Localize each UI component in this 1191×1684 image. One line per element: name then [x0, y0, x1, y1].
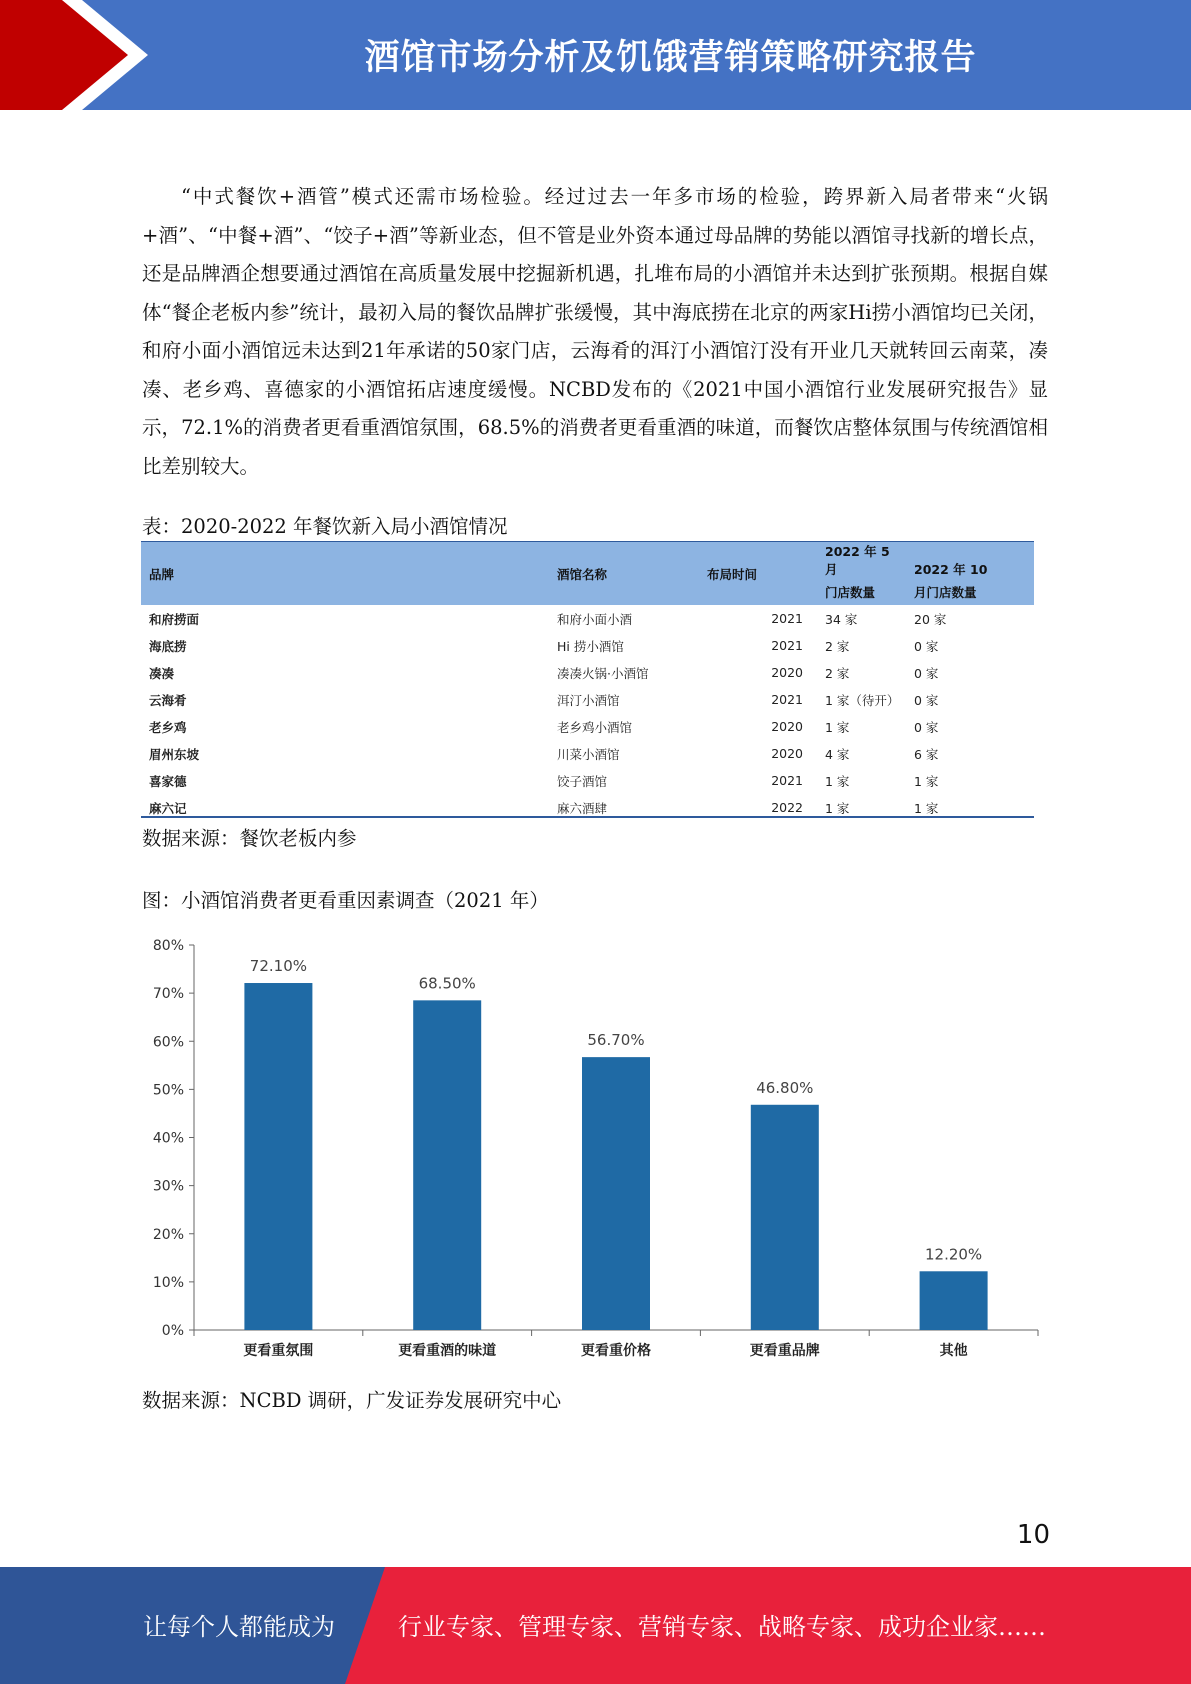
cell-brand: 眉州东坡	[149, 746, 200, 762]
y-tick-label: 30%	[152, 1178, 184, 1195]
cell-oct-count: 6 家	[914, 746, 939, 762]
page-header	[0, 0, 1191, 110]
cell-layout-year: 2021	[771, 638, 803, 653]
cell-oct-count: 1 家	[914, 773, 939, 789]
cell-may-count: 2 家	[825, 665, 850, 681]
chart-bar	[920, 1271, 988, 1330]
cell-oct-count: 0 家	[914, 665, 939, 681]
y-tick-label: 20%	[152, 1226, 184, 1243]
table-source: 数据来源：餐饮老板内参	[142, 827, 357, 850]
body-paragraph: “中式餐饮+酒管”模式还需市场检验。经过过去一年多市场的检验，跨界新入局者带来“火锅+酒”、“中餐+酒”、“饺子+酒”等新业态，但不管是业外资本通过母品牌的势能以酒馆寻找新的增长点，还是品牌酒企想要通过酒馆在高质量发展中挖掘新机遇，扎堆布局的小酒馆并未达到扩张预期。根据自媒体“餐企老板内参”统计，最初入局的餐饮品牌扩张缓慢，其中海底捞在北京的两家Hi捞小酒馆均已关闭，和府小面小酒馆远未达到21年承诺的50家门店，云海肴的洱汀小酒馆汀没有开业几天就转回云南菜，凑凑、老乡鸡、喜德家的小酒馆拓店速度缓慢。NCBD发布的《2021中国小酒馆行业发展研究报告》显示，72.1%的消费者更看重酒馆氛围，68.5%的消费者更看重酒的味道，而餐饮店整体氛围与传统酒馆相比差别较大。	[142, 185, 1048, 478]
page-number: 10	[1016, 1520, 1050, 1550]
header-bar-name: 酒馆名称	[557, 566, 608, 582]
header-oct-count-top: 2022 年 10	[914, 562, 988, 577]
restaurant-bar-table	[141, 542, 1034, 821]
x-category-label: 更看重氛围	[243, 1343, 314, 1359]
y-tick-label: 80%	[152, 938, 184, 954]
cell-may-count: 1 家	[825, 719, 850, 735]
cell-layout-year: 2020	[771, 665, 803, 680]
cell-may-count: 2 家	[825, 638, 850, 654]
header-may-count-bottom: 门店数量	[825, 584, 876, 600]
cell-brand: 老乡鸡	[149, 719, 187, 735]
table-caption: 表：2020-2022 年餐饮新入局小酒馆情况	[142, 515, 508, 538]
y-tick-label: 10%	[152, 1274, 184, 1291]
table-row	[141, 659, 1034, 686]
cell-layout-year: 2020	[771, 746, 803, 761]
chart-source: 数据来源：NCBD 调研，广发证券发展研究中心	[142, 1389, 562, 1412]
cell-bar-name: 凑凑火锅·小酒馆	[557, 665, 649, 681]
cell-bar-name: 洱汀小酒馆	[557, 692, 620, 708]
cell-brand: 麻六记	[149, 800, 187, 816]
bar-chart	[140, 930, 1050, 1360]
bar-data-label: 12.20%	[924, 1245, 983, 1264]
y-tick-label: 60%	[152, 1034, 184, 1051]
table-row	[141, 767, 1034, 794]
cell-may-count: 4 家	[825, 746, 850, 762]
cell-oct-count: 20 家	[914, 611, 947, 627]
header-brand: 品牌	[149, 566, 175, 582]
table-row	[141, 632, 1034, 659]
cell-layout-year: 2021	[771, 611, 803, 626]
cell-bar-name: 老乡鸡小酒馆	[557, 719, 633, 735]
y-tick-label: 0%	[161, 1323, 184, 1339]
table-row	[141, 713, 1034, 740]
table-row	[141, 605, 1034, 632]
x-category-label: 其他	[939, 1343, 968, 1359]
y-tick-label: 40%	[152, 1130, 184, 1147]
cell-layout-year: 2021	[771, 692, 803, 707]
x-category-label: 更看重价格	[581, 1343, 651, 1359]
cell-may-count: 1 家	[825, 800, 850, 816]
y-tick-label: 50%	[152, 1082, 184, 1099]
header-title: 酒馆市场分析及饥饿营销策略研究报告	[364, 38, 977, 78]
cell-layout-year: 2022	[771, 800, 803, 815]
cell-bar-name: Hi 捞小酒馆	[557, 638, 624, 654]
cell-layout-year: 2020	[771, 719, 803, 734]
footer-slogan-right: 行业专家、管理专家、营销专家、战略专家、成功企业家……	[398, 1613, 1046, 1641]
cell-brand: 喜家德	[149, 773, 187, 789]
chart-caption: 图：小酒馆消费者更看重因素调查（2021 年）	[142, 889, 549, 912]
cell-oct-count: 0 家	[914, 719, 939, 735]
chart-bar	[751, 1105, 819, 1330]
header-layout-time: 布局时间	[707, 566, 758, 582]
cell-bar-name: 麻六酒肆	[557, 800, 608, 816]
page-footer	[0, 1567, 1191, 1684]
chart-bar	[244, 983, 312, 1330]
table-row	[141, 686, 1034, 713]
cell-may-count: 1 家（待开）	[825, 692, 900, 708]
bar-data-label: 56.70%	[587, 1031, 645, 1050]
cell-brand: 和府捞面	[149, 611, 200, 627]
header-oct-count-bottom: 月门店数量	[914, 584, 977, 600]
cell-bar-name: 和府小面小酒	[557, 611, 633, 627]
header-may-count-top: 2022 年 5 月	[825, 544, 890, 577]
cell-oct-count: 0 家	[914, 638, 939, 654]
chart-bar	[582, 1057, 650, 1330]
x-category-label: 更看重酒的味道	[398, 1343, 497, 1359]
cell-brand: 海底捞	[149, 638, 187, 654]
footer-slogan-left: 让每个人都能成为	[143, 1613, 335, 1641]
cell-brand: 云海肴	[149, 692, 187, 708]
cell-layout-year: 2021	[771, 773, 803, 788]
bar-data-label: 46.80%	[756, 1078, 814, 1097]
cell-brand: 凑凑	[149, 665, 175, 681]
cell-bar-name: 川菜小酒馆	[557, 746, 620, 762]
cell-oct-count: 1 家	[914, 800, 939, 816]
x-category-label: 更看重品牌	[749, 1343, 820, 1359]
table-row	[141, 740, 1034, 767]
chart-bar	[413, 1000, 481, 1330]
cell-bar-name: 饺子酒馆	[557, 773, 608, 789]
cell-may-count: 34 家	[825, 611, 858, 627]
table-bottom-rule	[141, 816, 1034, 818]
cell-may-count: 1 家	[825, 773, 850, 789]
bar-data-label: 68.50%	[418, 974, 476, 993]
cell-oct-count: 0 家	[914, 692, 939, 708]
bar-data-label: 72.10%	[249, 957, 308, 976]
y-tick-label: 70%	[152, 986, 184, 1003]
